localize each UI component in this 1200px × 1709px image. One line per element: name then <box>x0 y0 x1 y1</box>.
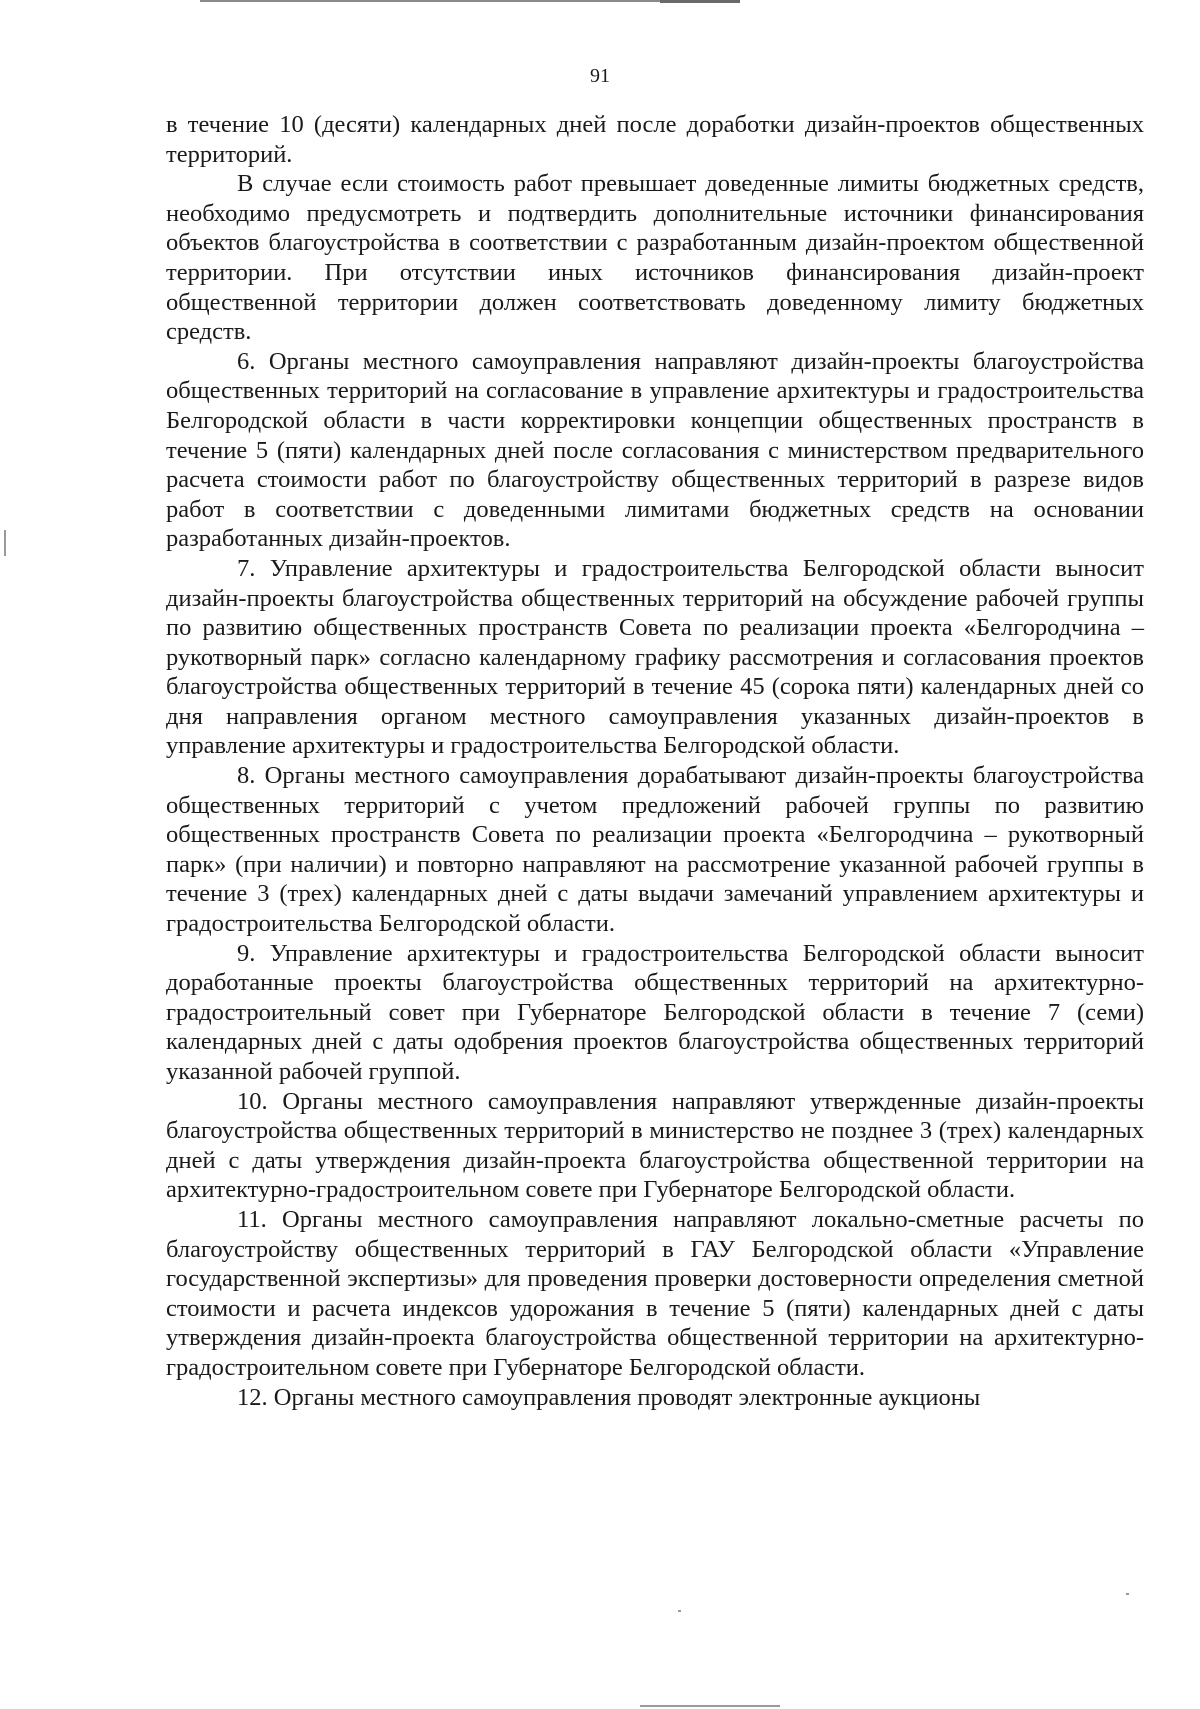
scan-speck <box>1126 1593 1129 1595</box>
paragraph-budget-limits: В случае если стоимость работ превышает доведенные лимиты бюджетных средств, необходимо предусмотреть и подтвердить дополнительные источники финансирования объектов благоустройства в соответствии с разработанным дизайн-проектом общественной территории. При отсутствии иных источников финансирования дизайн-проект общественной территории должен соответствовать доведенному лимиту бюджетных средств. <box>166 170 1144 346</box>
paragraph-item-6: 6. Органы местного самоуправления направляют дизайн-проекты благоустройства общественных территорий на согласование в управление архитектуры и градостроительства Белгородской области в части корректировки концепции общественных пространств в течение 5 (пяти) календарных дней после согласования с министерством предварительного расчета стоимости работ по благоустройству общественных территорий в разрезе видов работ в соответствии с доведенными лимитами бюджетных средств на основании разработанных дизайн-проектов. <box>166 347 1144 553</box>
paragraph-item-12: 12. Органы местного самоуправления проводят электронные аукционы <box>237 1383 981 1411</box>
scan-speck <box>678 1610 681 1612</box>
paragraph-item-7: 7. Управление архитектуры и градостроительства Белгородской области выносит дизайн-проекты благоустройства общественных территорий на обсуждение рабочей группы по развитию общественных пространств Совета по реализации проекта «Белгородчина – рукотворный парк» согласно календарному графику рассмотрения и согласования проектов благоустройства общественных территорий в течение 45 (сорока пяти) календарных дней со дня направления органом местного самоуправления указанных дизайн-проектов в управление архитектуры и градостроительства Белгородской области. <box>166 554 1144 760</box>
paragraph-continuation: в течение 10 (десяти) календарных дней после доработки дизайн-проектов общественных территорий. <box>166 111 1144 168</box>
paragraph-item-11: 11. Органы местного самоуправления направляют локально-сметные расчеты по благоустройству общественных территорий в ГАУ Белгородской области «Управление государственной экспертизы» для проведения проверки достоверности определения сметной стоимости и расчета индексов удорожания в течение 5 (пяти) календарных дней с даты утверждения дизайн-проекта благоустройства общественной территории на архитектурно-градостроительном совете при Губернаторе Белгородской области. <box>166 1205 1144 1381</box>
scan-edge-mark <box>660 0 740 3</box>
scan-edge-mark <box>200 0 740 2</box>
document-body <box>166 110 1144 1412</box>
page-number: 91 <box>590 65 610 87</box>
paragraph-item-9: 9. Управление архитектуры и градостроительства Белгородской области выносит доработанные проекты благоустройства общественных территорий на архитектурно-градостроительный совет при Губернаторе Белгородской области в течение 7 (семи) календарных дней с даты одобрения проектов благоустройства общественных территорий указанной рабочей группой. <box>166 939 1144 1085</box>
paragraph-item-10: 10. Органы местного самоуправления направляют утвержденные дизайн-проекты благоустройства общественных территорий в министерство не позднее 3 (трех) календарных дней с даты утверждения дизайн-проекта благоустройства общественной территории на архитектурно-градостроительном совете при Губернаторе Белгородской области. <box>166 1087 1144 1204</box>
scan-edge-mark <box>4 530 6 556</box>
scan-edge-mark <box>640 1705 780 1707</box>
paragraph-item-8: 8. Органы местного самоуправления дорабатывают дизайн-проекты благоустройства общественных территорий с учетом предложений рабочей группы по развитию общественных пространств Совета по реализации проекта «Белгородчина – рукотворный парк» (при наличии) и повторно направляют на рассмотрение указанной рабочей группы в течение 3 (трех) календарных дней с даты выдачи замечаний управлением архитектуры и градостроительства Белгородской области. <box>166 762 1144 938</box>
